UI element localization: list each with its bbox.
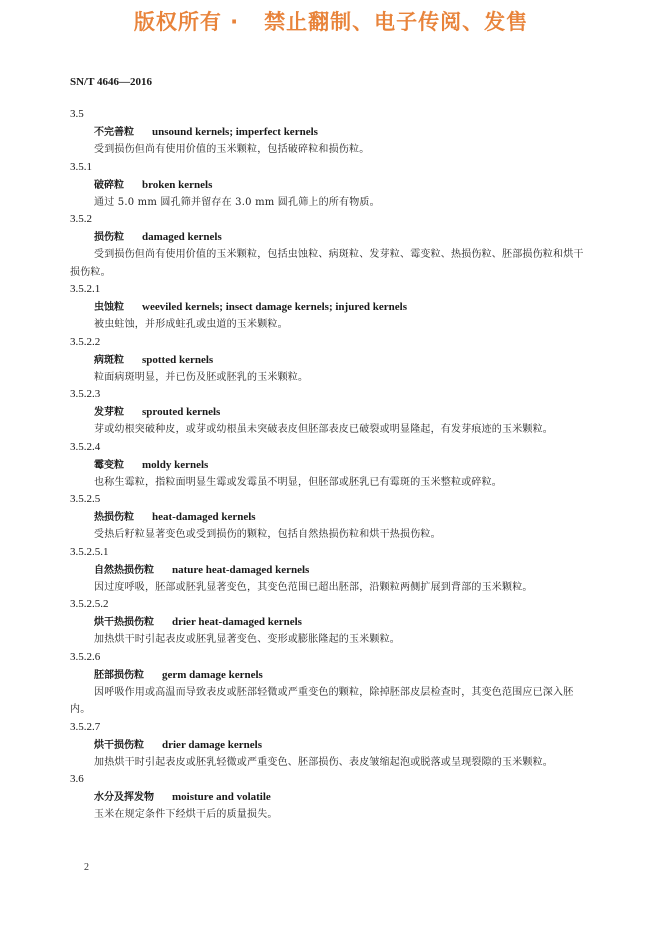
term-en: spotted kernels	[142, 353, 214, 366]
term-zh: 自然热损伤粒	[94, 564, 154, 576]
term-definition: 芽或幼根突破种皮，或芽或幼根虽未突破表皮但胚部表皮已破裂或明显隆起，有发芽痕迹的玉米颗粒。	[94, 424, 553, 435]
term-number: 3.5.2.1	[70, 283, 101, 295]
term-zh: 损伤粒	[94, 232, 124, 243]
term-en: nature heat-damaged kernels	[172, 563, 310, 576]
term-en: germ damage kernels	[162, 668, 263, 681]
term-number: 3.5.2.6	[70, 650, 101, 663]
term-entry	[70, 771, 590, 824]
term-entry	[70, 281, 590, 334]
term-zh: 霉变粒	[94, 459, 124, 471]
term-en: moldy kernels	[142, 458, 209, 471]
term-heading	[70, 666, 590, 684]
term-zh: 病斑粒	[94, 354, 124, 366]
term-entry	[70, 211, 590, 281]
term-number: 3.5.2.7	[70, 720, 101, 733]
term-entry	[70, 334, 590, 387]
term-entry	[70, 439, 590, 492]
term-definition: 通过 5.0 mm 圆孔筛并留存在 3.0 mm 圆孔筛上的所有物质。	[94, 196, 380, 208]
term-entry	[70, 491, 590, 544]
term-zh: 烘干热损伤粒	[94, 617, 154, 628]
term-heading	[70, 403, 590, 421]
term-number: 3.5.2.5	[70, 493, 101, 505]
term-number: 3.5.2.4	[70, 440, 101, 453]
term-en: damaged kernels	[142, 231, 222, 243]
term-entry	[70, 596, 590, 649]
term-number: 3.5.2.5.2	[70, 598, 109, 610]
copyright-banner: 版权所有 · 禁止翻制、电子传阅、发售	[133, 10, 529, 34]
term-heading	[70, 508, 590, 526]
term-definition: 玉米在规定条件下经烘干后的质量损失。	[94, 809, 278, 820]
term-definition: 也称生霉粒，指粒面明显生霉或发霉虽不明显，但胚部或胚乳已有霉斑的玉米整粒或碎粒。	[94, 476, 502, 488]
term-zh: 不完善粒	[94, 127, 134, 138]
term-zh: 发芽粒	[94, 407, 124, 418]
term-definition: 受到损伤但尚有使用价值的玉米颗粒，包括破碎粒和损伤粒。	[94, 144, 370, 155]
term-number: 3.5.2.5.1	[70, 545, 109, 558]
term-entry	[70, 649, 590, 719]
term-entry	[70, 106, 590, 159]
term-definition: 加热烘干时引起表皮或胚乳轻微或严重变色、胚部损伤、表皮皱缩起泡或脱落或呈现裂隙的玉米颗粒。	[94, 756, 553, 768]
term-en: sprouted kernels	[142, 406, 221, 418]
term-zh: 破碎粒	[94, 179, 124, 191]
term-entry	[70, 386, 590, 439]
term-en: heat-damaged kernels	[152, 511, 256, 523]
term-heading	[70, 561, 590, 579]
term-en: weeviled kernels; insect damage kernels; injured kernels	[142, 301, 407, 313]
term-en: moisture and volatile	[172, 791, 271, 803]
page-number: 2	[84, 862, 89, 873]
standard-code: SN/T 4646—2016	[70, 76, 153, 88]
term-number: 3.5.2	[70, 213, 92, 225]
term-heading	[70, 456, 590, 474]
term-heading	[70, 788, 590, 806]
term-heading	[70, 351, 590, 369]
term-entry	[70, 544, 590, 597]
term-zh: 水分及挥发物	[94, 792, 154, 803]
term-number: 3.5.1	[70, 160, 92, 173]
term-en: unsound kernels; imperfect kernels	[152, 126, 318, 138]
term-zh: 烘干损伤粒	[94, 739, 144, 751]
term-zh: 虫蚀粒	[94, 302, 124, 313]
term-en: drier heat-damaged kernels	[172, 616, 302, 628]
terms-content	[70, 106, 590, 824]
term-definition: 加热烘干时引起表皮或胚乳显著变色、变形或膨胀隆起的玉米颗粒。	[94, 634, 400, 645]
term-number: 3.5.2.3	[70, 388, 101, 400]
term-definition: 受热后籽粒显著变色或受到损伤的颗粒，包括自然热损伤粒和烘干热损伤粒。	[94, 529, 441, 540]
term-heading	[70, 298, 590, 316]
term-definition: 因过度呼吸，胚部或胚乳显著变色，其变色范围已超出胚部，沿颗粒两侧扩展到背部的玉米颗粒。	[94, 581, 533, 593]
term-zh: 胚部损伤粒	[94, 669, 144, 681]
term-zh: 热损伤粒	[94, 512, 134, 523]
term-definition: 因呼吸作用或高温而导致表皮或胚部轻微或严重变色的颗粒，除掉胚部皮层检查时，其变色范围应已深入胚内。	[70, 686, 574, 715]
term-number: 3.5.2.2	[70, 335, 101, 348]
term-definition: 粒面病斑明显，并已伤及胚或胚乳的玉米颗粒。	[94, 371, 309, 383]
term-heading	[70, 176, 590, 194]
term-heading	[70, 123, 590, 141]
term-definition: 受到损伤但尚有使用价值的玉米颗粒，包括虫蚀粒、病斑粒、发芽粒、霉变粒、热损伤粒、胚部损伤粒和烘干损伤粒。	[70, 249, 584, 278]
term-number: 3.5	[70, 108, 84, 120]
term-entry	[70, 719, 590, 772]
term-heading	[70, 736, 590, 754]
term-en: broken kernels	[142, 178, 213, 191]
term-definition: 被虫蛀蚀，并形成蛀孔或虫道的玉米颗粒。	[94, 319, 288, 330]
term-en: drier damage kernels	[162, 738, 263, 751]
term-heading	[70, 228, 590, 246]
term-entry	[70, 159, 590, 212]
term-number: 3.6	[70, 773, 84, 785]
term-heading	[70, 613, 590, 631]
